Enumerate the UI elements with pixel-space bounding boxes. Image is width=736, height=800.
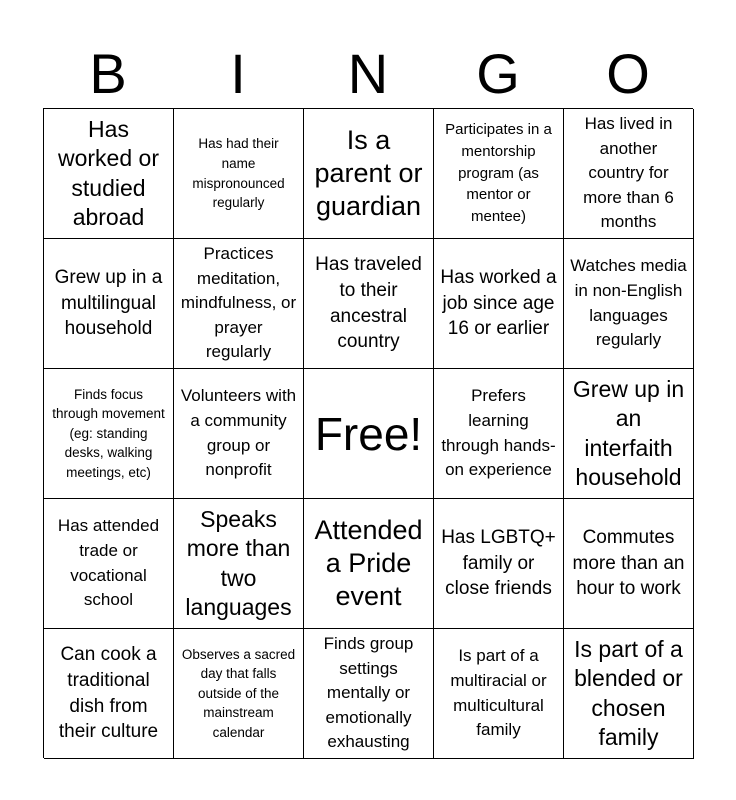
bingo-cell[interactable] bbox=[434, 369, 564, 499]
bingo-cell[interactable] bbox=[434, 629, 564, 759]
bingo-cell[interactable] bbox=[564, 239, 694, 369]
bingo-cell[interactable] bbox=[44, 629, 174, 759]
cell-text: Practices meditation, mindfulness, or prayer regularly bbox=[180, 243, 297, 362]
cell-text: Is part of a multiracial or multicultural family bbox=[450, 646, 547, 740]
cell-text: Speaks more than two languages bbox=[185, 505, 292, 620]
header-letter-o: O bbox=[606, 42, 650, 105]
bingo-cell[interactable] bbox=[44, 369, 174, 499]
bingo-cell[interactable] bbox=[304, 109, 434, 239]
bingo-cell[interactable] bbox=[44, 239, 174, 369]
cell-text: Has had their name mispronounced regularly bbox=[192, 136, 285, 211]
cell-text: Commutes more than an hour to work bbox=[572, 526, 685, 600]
cell-text: Prefers learning through hands-on experience bbox=[441, 386, 556, 480]
free-text: Free! bbox=[314, 407, 423, 460]
header-letter-g: G bbox=[476, 42, 520, 105]
bingo-cell[interactable] bbox=[564, 369, 694, 499]
cell-text: Participates in a mentorship program (as mentor or mentee) bbox=[445, 121, 552, 226]
bingo-cell[interactable] bbox=[434, 499, 564, 629]
bingo-cell[interactable] bbox=[174, 629, 304, 759]
bingo-cell[interactable] bbox=[564, 109, 694, 239]
cell-text: Attended a Pride event bbox=[314, 515, 423, 611]
cell-text: Has worked or studied abroad bbox=[58, 115, 159, 230]
cell-text: Grew up in an interfaith household bbox=[572, 375, 685, 490]
bingo-header bbox=[43, 40, 693, 108]
bingo-grid bbox=[43, 108, 693, 758]
bingo-cell[interactable] bbox=[304, 629, 434, 759]
cell-text: Has lived in another country for more than 6 months bbox=[583, 113, 674, 232]
cell-text: Can cook a traditional dish from their culture bbox=[58, 643, 159, 743]
cell-text: Has worked a job since age 16 or earlier bbox=[440, 266, 557, 340]
bingo-cell[interactable] bbox=[174, 109, 304, 239]
header-letter-b: B bbox=[89, 42, 127, 105]
header-letter-i: I bbox=[230, 42, 246, 105]
bingo-cell[interactable] bbox=[44, 109, 174, 239]
cell-text: Is a parent or guardian bbox=[314, 125, 423, 221]
bingo-cell[interactable] bbox=[174, 239, 304, 369]
bingo-cell[interactable] bbox=[174, 369, 304, 499]
cell-text: Has traveled to their ancestral country bbox=[315, 253, 422, 353]
cell-text: Is part of a blended or chosen family bbox=[574, 635, 683, 750]
bingo-cell[interactable] bbox=[564, 499, 694, 629]
bingo-cell[interactable] bbox=[44, 499, 174, 629]
cell-text: Observes a sacred day that falls outside of the mainstream calendar bbox=[181, 646, 296, 740]
cell-text: Watches media in non-English languages regularly bbox=[570, 256, 687, 350]
cell-text: Finds group settings mentally or emotionally exhausting bbox=[323, 633, 414, 752]
bingo-cell[interactable] bbox=[564, 629, 694, 759]
bingo-cell[interactable] bbox=[304, 239, 434, 369]
bingo-cell[interactable] bbox=[174, 499, 304, 629]
cell-text: Has LGBTQ+ family or close friends bbox=[441, 526, 556, 600]
cell-text: Volunteers with a community group or nonprofit bbox=[180, 386, 297, 480]
header-letter-n: N bbox=[347, 42, 389, 105]
free-space[interactable] bbox=[304, 369, 434, 499]
bingo-cell[interactable] bbox=[434, 109, 564, 239]
cell-text: Has attended trade or vocational school bbox=[57, 516, 160, 610]
bingo-cell[interactable] bbox=[304, 499, 434, 629]
cell-text: Finds focus through movement (eg: standing desks, walking meetings, etc) bbox=[52, 386, 165, 480]
bingo-cell[interactable] bbox=[434, 239, 564, 369]
cell-text: Grew up in a multilingual household bbox=[54, 266, 163, 340]
